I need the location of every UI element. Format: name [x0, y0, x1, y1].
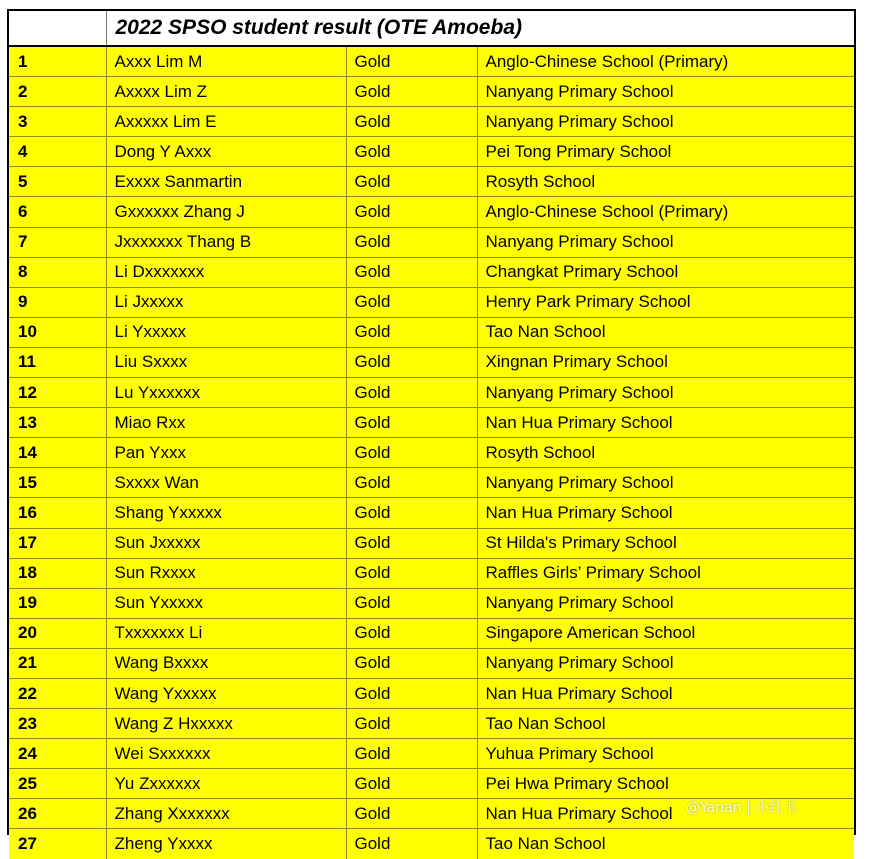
row-number: 6 — [9, 197, 106, 227]
row-number: 4 — [9, 137, 106, 167]
table-row — [9, 438, 854, 468]
school-name: Nanyang Primary School — [477, 378, 854, 408]
table-row — [9, 167, 854, 197]
award-level: Gold — [346, 769, 477, 799]
results-table — [9, 11, 854, 859]
student-name: Wang Z Hxxxxx — [106, 709, 346, 739]
school-name: Nan Hua Primary School — [477, 799, 854, 829]
award-level: Gold — [346, 197, 477, 227]
table-row — [9, 347, 854, 377]
school-name: Rosyth School — [477, 167, 854, 197]
table-row — [9, 558, 854, 588]
row-number: 3 — [9, 107, 106, 137]
row-number: 21 — [9, 648, 106, 678]
table-row — [9, 588, 854, 618]
school-name: Xingnan Primary School — [477, 347, 854, 377]
school-name: Anglo-Chinese School (Primary) — [477, 46, 854, 77]
student-name: Liu Sxxxx — [106, 347, 346, 377]
school-name: Nanyang Primary School — [477, 468, 854, 498]
student-name: Pan Yxxx — [106, 438, 346, 468]
row-number: 20 — [9, 618, 106, 648]
table-row — [9, 468, 854, 498]
award-level: Gold — [346, 528, 477, 558]
table-row — [9, 137, 854, 167]
row-number: 2 — [9, 77, 106, 107]
table-row — [9, 528, 854, 558]
row-number: 10 — [9, 317, 106, 347]
award-level: Gold — [346, 257, 477, 287]
award-level: Gold — [346, 46, 477, 77]
row-number: 18 — [9, 558, 106, 588]
student-name: Sxxxx Wan — [106, 468, 346, 498]
table-row — [9, 739, 854, 769]
school-name: Yuhua Primary School — [477, 739, 854, 769]
award-level: Gold — [346, 287, 477, 317]
table-row — [9, 317, 854, 347]
school-name: Raffles Girls’ Primary School — [477, 558, 854, 588]
award-level: Gold — [346, 317, 477, 347]
results-sheet — [7, 9, 856, 853]
table-row — [9, 257, 854, 287]
table-row — [9, 227, 854, 257]
school-name: Nanyang Primary School — [477, 227, 854, 257]
student-name: Axxxxx Lim E — [106, 107, 346, 137]
award-level: Gold — [346, 739, 477, 769]
award-level: Gold — [346, 588, 477, 618]
student-name: Axxx Lim M — [106, 46, 346, 77]
row-number: 1 — [9, 46, 106, 77]
row-number: 5 — [9, 167, 106, 197]
award-level: Gold — [346, 167, 477, 197]
student-name: Li Yxxxxx — [106, 317, 346, 347]
row-number: 15 — [9, 468, 106, 498]
school-name: Tao Nan School — [477, 709, 854, 739]
table-row — [9, 769, 854, 799]
title-row — [9, 11, 854, 46]
results-body — [9, 46, 854, 859]
student-name: Li Dxxxxxxx — [106, 257, 346, 287]
school-name: Tao Nan School — [477, 317, 854, 347]
award-level: Gold — [346, 468, 477, 498]
student-name: Wang Bxxxx — [106, 648, 346, 678]
table-row — [9, 678, 854, 708]
school-name: Tao Nan School — [477, 829, 854, 859]
student-name: Dong Y Axxx — [106, 137, 346, 167]
school-name: Nan Hua Primary School — [477, 678, 854, 708]
row-number: 9 — [9, 287, 106, 317]
award-level: Gold — [346, 438, 477, 468]
school-name: Pei Tong Primary School — [477, 137, 854, 167]
row-number: 23 — [9, 709, 106, 739]
student-name: Zheng Yxxxx — [106, 829, 346, 859]
award-level: Gold — [346, 558, 477, 588]
table-row — [9, 197, 854, 227]
row-number: 24 — [9, 739, 106, 769]
student-name: Shang Yxxxxx — [106, 498, 346, 528]
row-number: 16 — [9, 498, 106, 528]
table-row — [9, 378, 854, 408]
student-name: Sun Jxxxxx — [106, 528, 346, 558]
school-name: Singapore American School — [477, 618, 854, 648]
row-number: 25 — [9, 769, 106, 799]
row-number: 8 — [9, 257, 106, 287]
student-name: Sun Yxxxxx — [106, 588, 346, 618]
row-number: 27 — [9, 829, 106, 859]
row-number: 13 — [9, 408, 106, 438]
row-number: 12 — [9, 378, 106, 408]
row-number: 26 — [9, 799, 106, 829]
student-name: Wei Sxxxxxx — [106, 739, 346, 769]
award-level: Gold — [346, 77, 477, 107]
school-name: Nan Hua Primary School — [477, 498, 854, 528]
award-level: Gold — [346, 829, 477, 859]
school-name: Nanyang Primary School — [477, 107, 854, 137]
student-name: Miao Rxx — [106, 408, 346, 438]
watermark: @Yanan | 小红书 — [686, 800, 798, 816]
school-name: Nanyang Primary School — [477, 588, 854, 618]
school-name: Anglo-Chinese School (Primary) — [477, 197, 854, 227]
award-level: Gold — [346, 408, 477, 438]
student-name: Jxxxxxxx Thang B — [106, 227, 346, 257]
table-row — [9, 46, 854, 77]
row-number: 14 — [9, 438, 106, 468]
table-row — [9, 107, 854, 137]
award-level: Gold — [346, 227, 477, 257]
school-name: Nanyang Primary School — [477, 77, 854, 107]
student-name: Sun Rxxxx — [106, 558, 346, 588]
row-number: 19 — [9, 588, 106, 618]
table-row — [9, 709, 854, 739]
award-level: Gold — [346, 709, 477, 739]
table-row — [9, 799, 854, 829]
table-row — [9, 287, 854, 317]
row-number: 7 — [9, 227, 106, 257]
school-name: Nan Hua Primary School — [477, 408, 854, 438]
school-name: Nanyang Primary School — [477, 648, 854, 678]
school-name: Pei Hwa Primary School — [477, 769, 854, 799]
school-name: Henry Park Primary School — [477, 287, 854, 317]
award-level: Gold — [346, 648, 477, 678]
award-level: Gold — [346, 618, 477, 648]
table-row — [9, 648, 854, 678]
title-blank-cell — [9, 11, 106, 46]
award-level: Gold — [346, 678, 477, 708]
school-name: Rosyth School — [477, 438, 854, 468]
student-name: Gxxxxxx Zhang J — [106, 197, 346, 227]
award-level: Gold — [346, 347, 477, 377]
award-level: Gold — [346, 137, 477, 167]
student-name: Lu Yxxxxxx — [106, 378, 346, 408]
student-name: Zhang Xxxxxxx — [106, 799, 346, 829]
student-name: Yu Zxxxxxx — [106, 769, 346, 799]
student-name: Axxxx Lim Z — [106, 77, 346, 107]
student-name: Exxxx Sanmartin — [106, 167, 346, 197]
school-name: St Hilda's Primary School — [477, 528, 854, 558]
award-level: Gold — [346, 799, 477, 829]
award-level: Gold — [346, 378, 477, 408]
row-number: 11 — [9, 347, 106, 377]
award-level: Gold — [346, 498, 477, 528]
student-name: Wang Yxxxxx — [106, 678, 346, 708]
award-level: Gold — [346, 107, 477, 137]
school-name: Changkat Primary School — [477, 257, 854, 287]
table-title: 2022 SPSO student result (OTE Amoeba) — [106, 11, 854, 46]
student-name: Li Jxxxxx — [106, 287, 346, 317]
table-row — [9, 408, 854, 438]
table-row — [9, 829, 854, 859]
table-row — [9, 618, 854, 648]
row-number: 22 — [9, 678, 106, 708]
student-name: Txxxxxxx Li — [106, 618, 346, 648]
table-row — [9, 498, 854, 528]
table-row — [9, 77, 854, 107]
row-number: 17 — [9, 528, 106, 558]
